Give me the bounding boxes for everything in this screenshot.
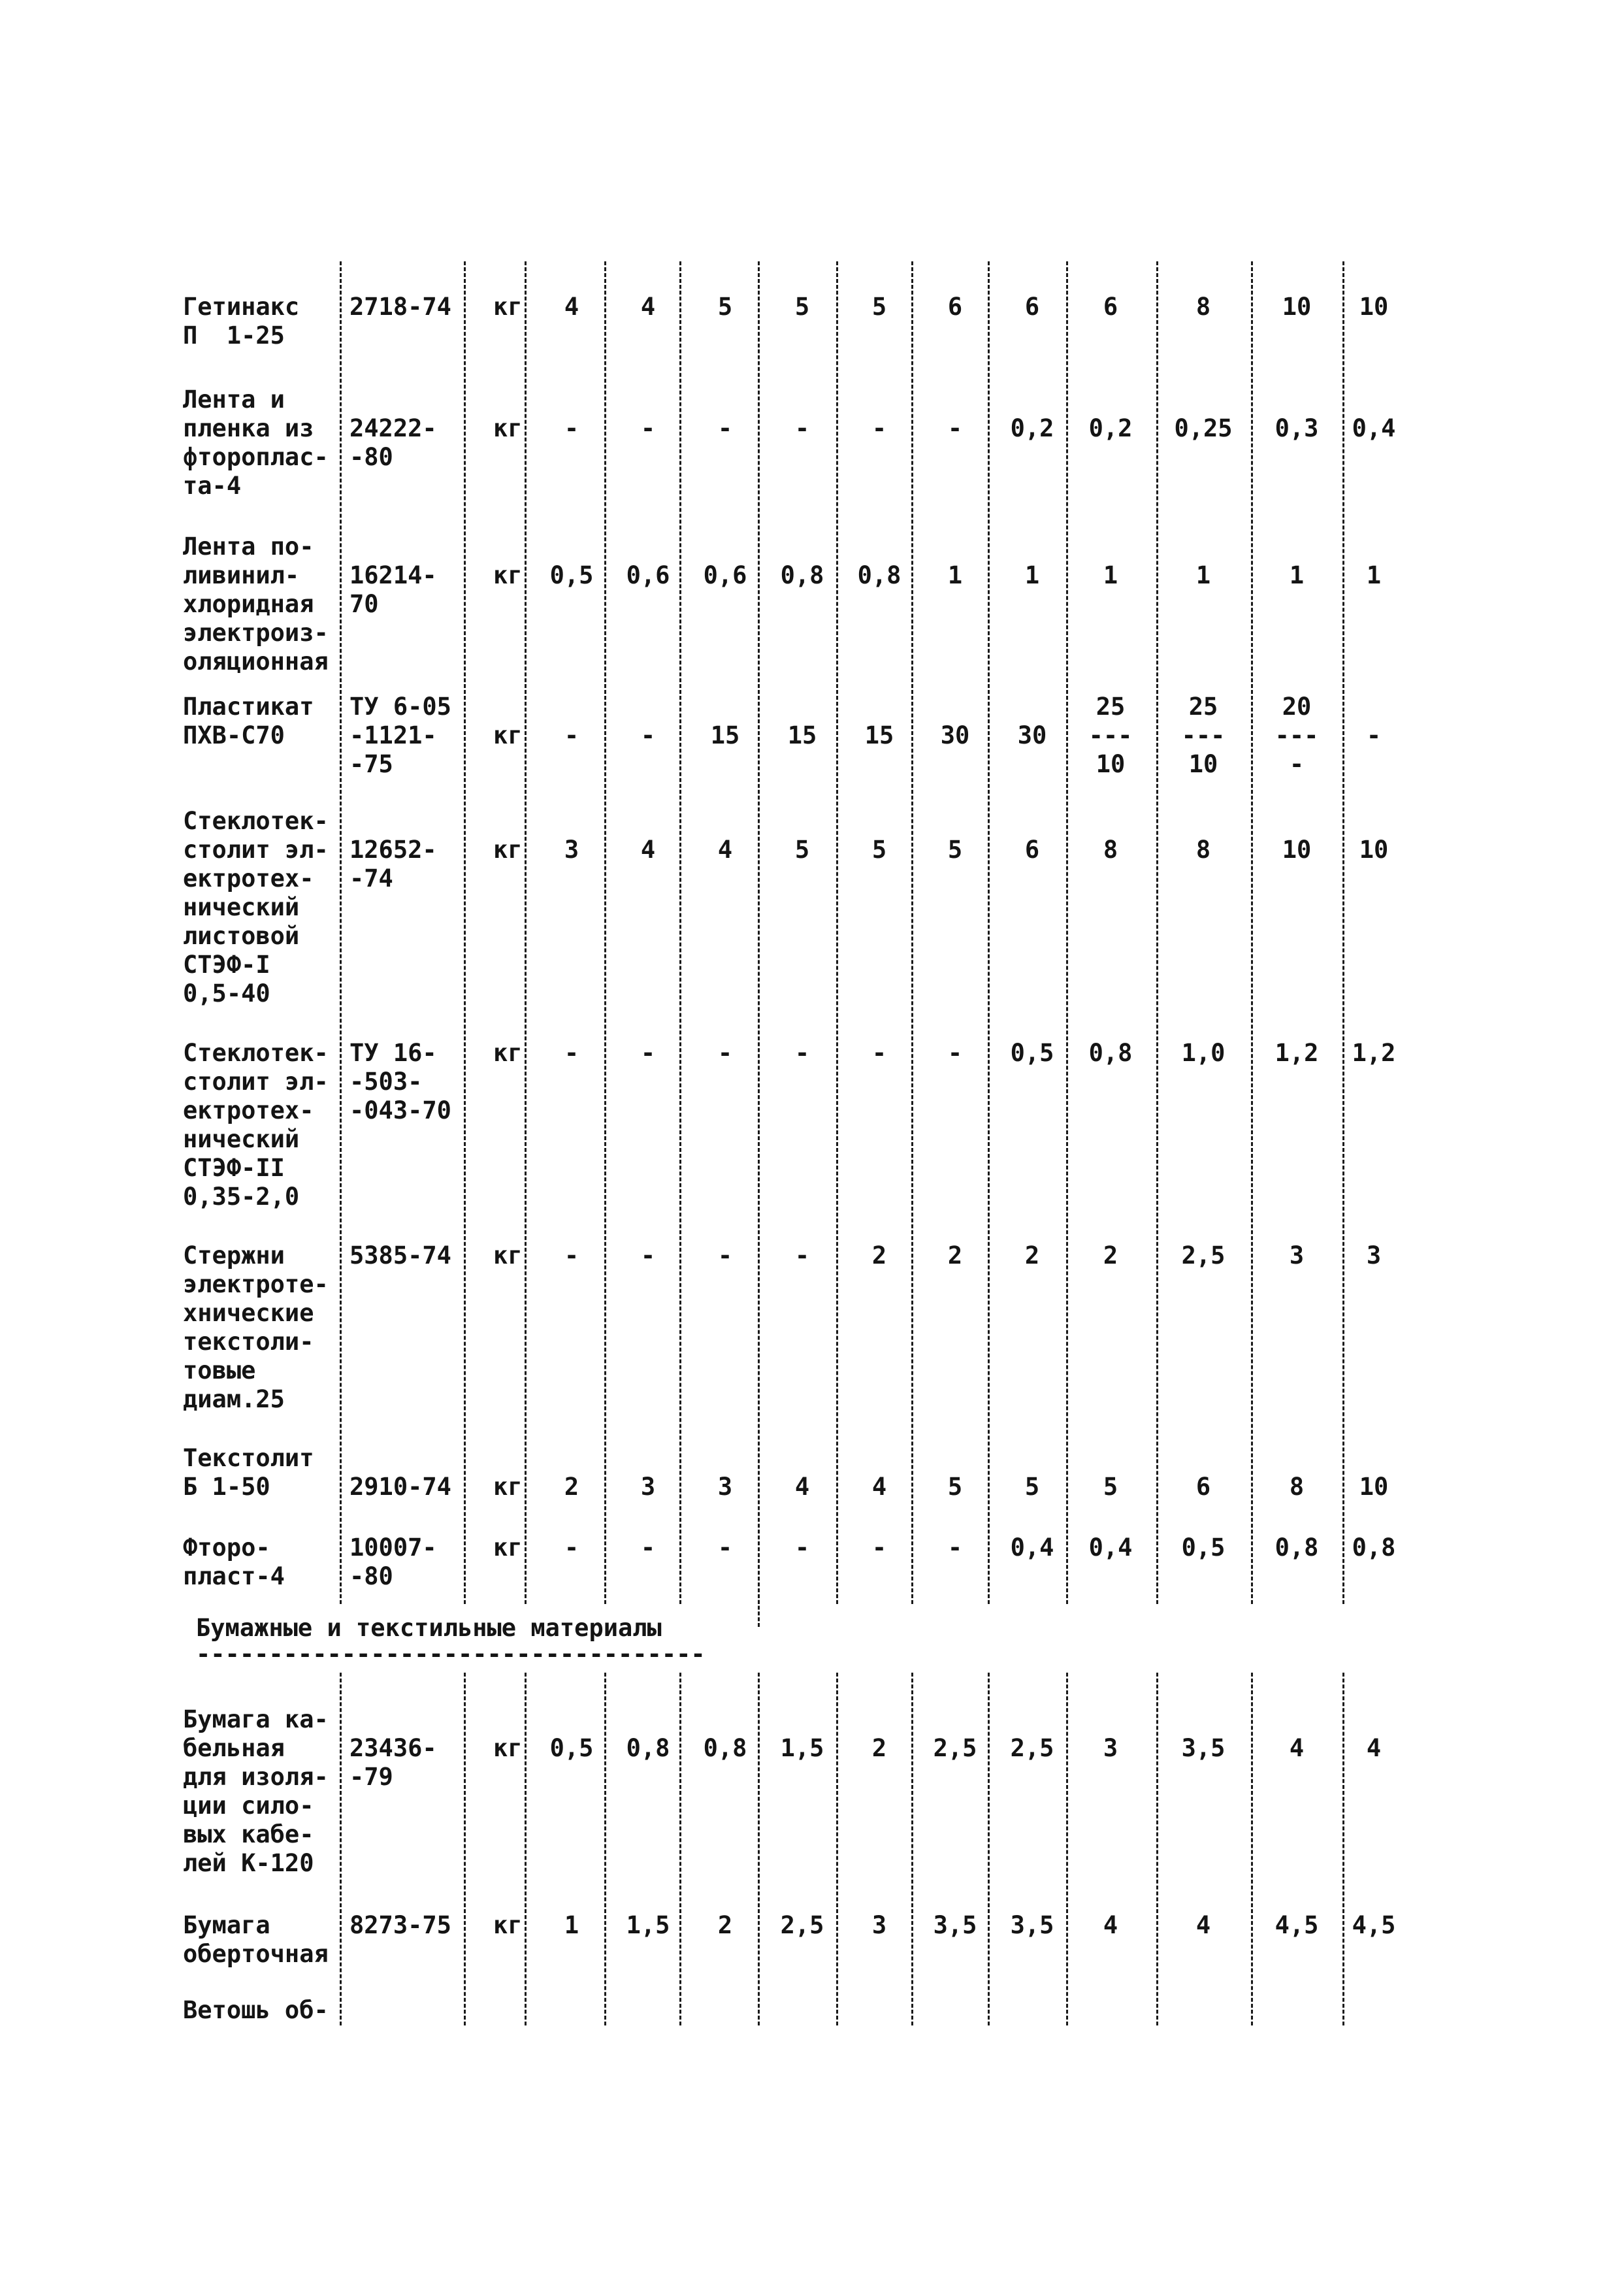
- value-cell: 0,8: [857, 561, 901, 589]
- value-cell: 0,8: [1088, 1039, 1133, 1067]
- column-divider: [1156, 1673, 1158, 2025]
- value-cell: 2: [564, 1473, 579, 1501]
- unit-label: кг: [493, 1533, 523, 1562]
- column-divider: [911, 1673, 913, 2025]
- material-name: [183, 807, 329, 1008]
- value-cell: -: [1366, 721, 1382, 749]
- material-name-line: ектротех-: [183, 864, 314, 893]
- unit-label: кг: [493, 561, 523, 589]
- value-cell-line: -: [1289, 750, 1305, 778]
- value-cell: 5: [794, 836, 810, 864]
- value-cell: 3,5: [1181, 1734, 1226, 1762]
- standard-code-line: 12652-: [349, 836, 437, 864]
- unit-label: кг: [493, 721, 523, 749]
- value-cell: 6: [1103, 293, 1118, 321]
- material-name-line: Ветошь об-: [183, 1996, 329, 2024]
- material-name-line: ектротех-: [183, 1096, 314, 1124]
- unit-label: кг: [493, 414, 523, 442]
- material-name-line: Б 1-50: [183, 1473, 270, 1501]
- column-divider: [604, 1673, 606, 2025]
- value-cell: 1: [947, 561, 963, 589]
- value-cell: 2,5: [780, 1911, 824, 1939]
- standard-code: [349, 1911, 451, 1940]
- material-name-line: П 1-25: [183, 321, 285, 350]
- material-name: [183, 533, 329, 676]
- value-cell: 8: [1195, 293, 1211, 321]
- material-name-line: Пластикат: [183, 693, 314, 721]
- value-cell: 1: [1195, 561, 1211, 589]
- value-cell: 0,25: [1174, 414, 1233, 442]
- value-cell: 15: [864, 721, 894, 749]
- value-cell: 0,6: [626, 561, 670, 589]
- value-cell: 3: [1289, 1241, 1305, 1270]
- material-name-line: Стеклотек-: [183, 807, 329, 835]
- value-cell: 0,8: [780, 561, 824, 589]
- material-name-line: хлоридная: [183, 590, 314, 618]
- value-cell: 0,5: [1010, 1039, 1054, 1067]
- standard-code-line: 24222-: [349, 414, 437, 442]
- column-divider: [988, 1673, 990, 2025]
- value-cell: -: [794, 1241, 810, 1270]
- material-name-line: Гетинакс: [183, 293, 300, 321]
- value-cell: 5: [794, 293, 810, 321]
- value-cell: -: [947, 1533, 963, 1562]
- value-cell: 3: [564, 836, 579, 864]
- value-cell: -: [947, 414, 963, 442]
- material-name-line: столит эл-: [183, 836, 329, 864]
- value-cell: -: [640, 1039, 656, 1067]
- value-cell-line: ---: [1088, 721, 1133, 749]
- value-cell: -: [871, 1533, 887, 1562]
- material-name-line: фторoплас-: [183, 443, 329, 471]
- value-cell-line: 25: [1096, 693, 1126, 721]
- standard-code-line: 16214-: [349, 561, 437, 589]
- material-name-line: пласт-4: [183, 1562, 285, 1590]
- material-name-line: для изоля-: [183, 1763, 329, 1791]
- standard-code-line: [349, 1996, 364, 2025]
- value-cell: -: [640, 1533, 656, 1562]
- material-name-line: Лента по-: [183, 533, 314, 561]
- value-cell: 10: [1282, 836, 1312, 864]
- standard-code-line: [349, 1444, 451, 1473]
- standard-code: [349, 836, 437, 893]
- material-name-line: Стеклотек-: [183, 1039, 329, 1067]
- column-divider: [340, 1673, 342, 2025]
- standard-code-line: -503-: [349, 1068, 423, 1096]
- column-divider: [988, 261, 990, 1604]
- standard-code: [349, 561, 437, 619]
- material-name: [183, 1705, 329, 1878]
- value-cell: -: [717, 1039, 733, 1067]
- material-name-line: текстоли-: [183, 1328, 314, 1356]
- material-name: [183, 1996, 329, 2025]
- standard-code-line: [349, 1705, 437, 1734]
- material-name-line: СТЭФ-II: [183, 1154, 285, 1182]
- value-cell: -: [640, 414, 656, 442]
- value-cell: 1,5: [626, 1911, 670, 1939]
- standard-code-line: -75: [349, 750, 393, 778]
- value-cell: 4: [640, 293, 656, 321]
- column-divider: [679, 1673, 681, 2025]
- material-name-line: 0,35-2,0: [183, 1183, 300, 1211]
- material-name-line: 0,5-40: [183, 979, 270, 1008]
- value-cell: 10: [1359, 836, 1389, 864]
- value-cell: 6: [1024, 293, 1040, 321]
- value-cell: 0,5: [1181, 1533, 1226, 1562]
- material-name: [183, 1911, 329, 1969]
- standard-code: [349, 1444, 451, 1501]
- standard-code-line: -80: [349, 443, 393, 471]
- value-cell-line: ---: [1275, 721, 1319, 749]
- value-cell: 15: [787, 721, 817, 749]
- standard-code-line: 8273-75: [349, 1911, 451, 1939]
- value-cell: 1,5: [780, 1734, 824, 1762]
- material-name-line: Фторо-: [183, 1533, 270, 1562]
- column-divider: [464, 261, 466, 1604]
- value-cell: 0,2: [1088, 414, 1133, 442]
- value-cell: 4: [1195, 1911, 1211, 1939]
- value-cell: -: [717, 414, 733, 442]
- value-cell: [1165, 693, 1242, 779]
- column-divider: [836, 261, 838, 1604]
- material-name-line: нический: [183, 1125, 300, 1153]
- material-name-line: ливинил-: [183, 561, 300, 589]
- column-divider: [758, 261, 760, 1604]
- material-name-line: та-4: [183, 472, 242, 500]
- value-cell: 2,5: [1181, 1241, 1226, 1270]
- value-cell: 1: [1289, 561, 1305, 589]
- value-cell: 1,2: [1352, 1039, 1396, 1067]
- material-name-line: пленка из: [183, 414, 314, 442]
- material-name: [183, 385, 329, 500]
- value-cell: 2: [871, 1734, 887, 1762]
- material-name: [183, 1444, 314, 1501]
- value-cell: 4: [717, 836, 733, 864]
- value-cell: 3,5: [1010, 1911, 1054, 1939]
- value-cell: 0,3: [1275, 414, 1319, 442]
- unit-label: кг: [493, 1911, 523, 1939]
- standard-code-line: -043-70: [349, 1096, 451, 1124]
- material-name-line: товые: [183, 1356, 256, 1385]
- value-cell: 4,5: [1352, 1911, 1396, 1939]
- unit-label: кг: [493, 293, 523, 321]
- value-cell: 0,8: [1352, 1533, 1396, 1562]
- standard-code-line: 5385-74: [349, 1241, 451, 1270]
- value-cell: 1: [1103, 561, 1118, 589]
- column-divider: [679, 261, 681, 1604]
- value-cell: 0,8: [703, 1734, 747, 1762]
- value-cell: 5: [1103, 1473, 1118, 1501]
- value-cell: 8: [1103, 836, 1118, 864]
- material-name-line: оберточная: [183, 1940, 329, 1968]
- value-cell: 30: [1017, 721, 1047, 749]
- value-cell: 8: [1289, 1473, 1305, 1501]
- column-divider: [911, 261, 913, 1604]
- value-cell: 1: [1366, 561, 1382, 589]
- standard-code-line: -1121-: [349, 721, 437, 749]
- value-cell: 2: [1024, 1241, 1040, 1270]
- standard-code-line: -79: [349, 1763, 393, 1791]
- value-cell: 6: [1024, 836, 1040, 864]
- standard-code: [349, 293, 451, 321]
- standard-code-line: ТУ 16-: [349, 1039, 437, 1067]
- value-cell: -: [640, 1241, 656, 1270]
- material-name: [183, 293, 299, 350]
- value-cell: 3: [1366, 1241, 1382, 1270]
- standard-code-line: 10007-: [349, 1533, 437, 1562]
- value-cell: 3,5: [933, 1911, 977, 1939]
- value-cell: 4: [1366, 1734, 1382, 1762]
- value-cell: -: [794, 1533, 810, 1562]
- value-cell: 1,2: [1275, 1039, 1319, 1067]
- material-name-line: электроиз-: [183, 619, 329, 647]
- column-divider: [1342, 1673, 1344, 2025]
- value-cell: 1: [1024, 561, 1040, 589]
- material-name-line: Бумага: [183, 1911, 270, 1939]
- value-cell: -: [640, 721, 656, 749]
- column-divider: [836, 1673, 838, 2025]
- standard-code-line: 70: [349, 590, 379, 618]
- value-cell-line: ---: [1181, 721, 1226, 749]
- value-cell: -: [717, 1533, 733, 1562]
- value-cell: 30: [940, 721, 970, 749]
- column-divider: [1251, 1673, 1253, 2025]
- column-divider: [1066, 261, 1068, 1604]
- column-divider: [525, 261, 527, 1604]
- column-divider: [464, 1673, 466, 2025]
- value-cell: 8: [1195, 836, 1211, 864]
- value-cell: 2: [871, 1241, 887, 1270]
- value-cell: 3: [1103, 1734, 1118, 1762]
- standard-code: [349, 693, 451, 779]
- material-name-line: вых кабе-: [183, 1820, 314, 1848]
- material-name-line: нический: [183, 893, 300, 921]
- value-cell: [1258, 693, 1335, 779]
- value-cell: -: [564, 721, 579, 749]
- value-cell: -: [871, 414, 887, 442]
- material-name: [183, 1241, 329, 1414]
- material-name-line: СТЭФ-I: [183, 951, 270, 979]
- standard-code: [349, 1996, 364, 2025]
- value-cell: -: [947, 1039, 963, 1067]
- value-cell: 0,6: [703, 561, 747, 589]
- value-cell-line: 10: [1096, 750, 1126, 778]
- standard-code-line: -80: [349, 1562, 393, 1590]
- material-name-line: Бумага ка-: [183, 1705, 329, 1733]
- column-divider: [758, 1673, 760, 2025]
- value-cell: 2: [717, 1911, 733, 1939]
- material-name-line: Лента и: [183, 385, 285, 414]
- standard-code: [349, 1533, 437, 1591]
- value-cell-line: 20: [1282, 693, 1312, 721]
- value-cell: 4: [640, 836, 656, 864]
- column-divider: [604, 261, 606, 1604]
- column-divider: [1156, 261, 1158, 1604]
- unit-label: кг: [493, 1473, 523, 1501]
- value-cell: -: [794, 414, 810, 442]
- material-name-line: оляционная: [183, 647, 329, 676]
- column-divider: [758, 1594, 760, 1627]
- value-cell: 1: [564, 1911, 579, 1939]
- column-divider: [340, 261, 342, 1604]
- column-divider: [525, 1673, 527, 2025]
- value-cell: -: [564, 414, 579, 442]
- value-cell: 4: [564, 293, 579, 321]
- material-name-line: Стержни: [183, 1241, 285, 1270]
- value-cell: 4: [794, 1473, 810, 1501]
- standard-code: [349, 1705, 437, 1792]
- material-name-line: диам.25: [183, 1385, 285, 1413]
- value-cell: 4: [1103, 1911, 1118, 1939]
- value-cell: 4: [871, 1473, 887, 1501]
- value-cell: 3: [640, 1473, 656, 1501]
- value-cell: 4,5: [1275, 1911, 1319, 1939]
- column-divider: [1251, 261, 1253, 1604]
- material-name-line: электроте-: [183, 1270, 329, 1298]
- value-cell: -: [717, 1241, 733, 1270]
- value-cell: 5: [871, 293, 887, 321]
- value-cell: 3: [871, 1911, 887, 1939]
- value-cell: 6: [1195, 1473, 1211, 1501]
- value-cell: 5: [871, 836, 887, 864]
- value-cell: 6: [947, 293, 963, 321]
- standard-code: [349, 414, 437, 472]
- value-cell: 0,8: [1275, 1533, 1319, 1562]
- value-cell: 0,2: [1010, 414, 1054, 442]
- value-cell: 10: [1359, 1473, 1389, 1501]
- value-cell: 5: [947, 1473, 963, 1501]
- material-name-line: хнические: [183, 1299, 314, 1327]
- value-cell: 15: [710, 721, 740, 749]
- material-name-line: листовой: [183, 922, 300, 950]
- material-name-line: ПХВ-С70: [183, 721, 285, 749]
- material-name-line: ции сило-: [183, 1792, 314, 1820]
- unit-label: кг: [493, 1039, 523, 1067]
- value-cell: 2,5: [1010, 1734, 1054, 1762]
- value-cell: 5: [717, 293, 733, 321]
- value-cell: 3: [717, 1473, 733, 1501]
- standard-code: [349, 1241, 451, 1270]
- value-cell: 2: [1103, 1241, 1118, 1270]
- value-cell: -: [564, 1533, 579, 1562]
- value-cell: 2,5: [933, 1734, 977, 1762]
- material-name-line: Текстолит: [183, 1444, 314, 1472]
- standard-code-line: 2910-74: [349, 1473, 451, 1501]
- section-rule: -----------------------------------: [196, 1640, 706, 1668]
- unit-label: кг: [493, 1734, 523, 1762]
- section-heading: Бумажные и текстильные материалы: [196, 1614, 662, 1642]
- unit-label: кг: [493, 1241, 523, 1270]
- value-cell: 0,5: [549, 1734, 594, 1762]
- material-name: [183, 693, 314, 750]
- column-divider: [1342, 261, 1344, 1604]
- value-cell-line: 10: [1188, 750, 1218, 778]
- value-cell: 0,4: [1010, 1533, 1054, 1562]
- unit-label: кг: [493, 836, 523, 864]
- value-cell: 4: [1289, 1734, 1305, 1762]
- standard-code-line: 23436-: [349, 1734, 437, 1762]
- value-cell: 2: [947, 1241, 963, 1270]
- material-name-line: бельная: [183, 1734, 285, 1762]
- value-cell: -: [794, 1039, 810, 1067]
- value-cell: [1072, 693, 1149, 779]
- standard-code-line: 2718-74: [349, 293, 451, 321]
- standard-code-line: -74: [349, 864, 393, 893]
- standard-code: [349, 1039, 451, 1125]
- value-cell: 0,4: [1088, 1533, 1133, 1562]
- material-name: [183, 1039, 329, 1211]
- value-cell: 0,8: [626, 1734, 670, 1762]
- value-cell: 1,0: [1181, 1039, 1226, 1067]
- column-divider: [1066, 1673, 1068, 2025]
- material-name: [183, 1533, 285, 1591]
- value-cell: -: [564, 1039, 579, 1067]
- value-cell: 0,5: [549, 561, 594, 589]
- value-cell: 10: [1359, 293, 1389, 321]
- standard-code-line: ТУ 6-05: [349, 693, 451, 721]
- value-cell: 0,4: [1352, 414, 1396, 442]
- value-cell: 5: [947, 836, 963, 864]
- value-cell: -: [871, 1039, 887, 1067]
- value-cell: 5: [1024, 1473, 1040, 1501]
- value-cell-line: 25: [1188, 693, 1218, 721]
- value-cell: -: [564, 1241, 579, 1270]
- material-name-line: столит эл-: [183, 1068, 329, 1096]
- material-name-line: лей К-120: [183, 1849, 314, 1877]
- value-cell: 10: [1282, 293, 1312, 321]
